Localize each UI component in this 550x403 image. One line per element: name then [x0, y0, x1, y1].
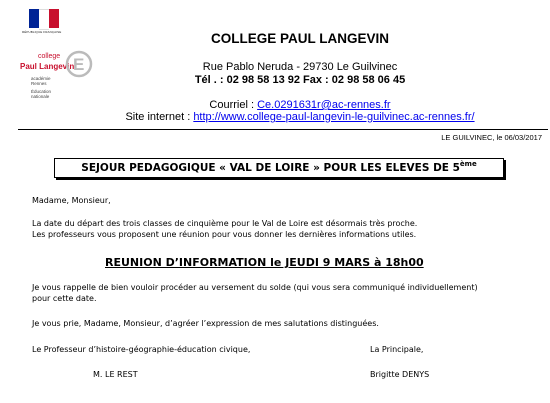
logo-college-word: college	[38, 53, 61, 60]
site-line	[100, 111, 500, 123]
french-flag-logo	[29, 9, 59, 28]
signature-right-title: La Principale,	[370, 345, 424, 354]
site-label: Site internet :	[125, 111, 194, 123]
paragraph-1-line-1: La date du départ des trois classes de cinquième pour le Val de Loire est désormais très proche.	[32, 219, 418, 228]
subject-text: SEJOUR PEDAGOGIQUE « VAL DE LOIRE » POUR LES ELEVES DE 5	[81, 162, 460, 174]
paragraph-2-line-1: Je vous rappelle de bien vouloir procéder au versement du solde (qui vous sera communiqué individuellement)	[32, 283, 478, 292]
logo-education: Éducation nationale	[31, 89, 52, 99]
courriel-line	[120, 99, 480, 111]
subject-box	[54, 158, 504, 178]
paragraph-2-line-2: pour cette date.	[32, 294, 97, 303]
school-title: COLLEGE PAUL LANGEVIN	[210, 31, 389, 46]
logo-academie: académie Rennes	[31, 76, 51, 86]
site-link[interactable]: http://www.college-paul-langevin-le-guilvinec.ac-rennes.fr/	[193, 111, 475, 123]
republique-label: RÉPUBLIQUE FRANÇAISE	[22, 30, 62, 34]
school-phone: Tél . : 02 98 58 13 92 Fax : 02 98 58 06 45	[194, 74, 406, 86]
letter-date: LE GUILVINEC, le 06/03/2017	[441, 133, 542, 142]
logo-school-name: Paul Langevin	[20, 62, 75, 71]
logo-e-emblem-icon	[64, 50, 94, 78]
signature-right-name: Brigitte DENYS	[370, 370, 430, 379]
signature-left-name: M. LE REST	[93, 370, 138, 379]
paragraph-1-line-2: Les professeurs vous proposent une réunion pour vous donner les dernières informations utiles.	[32, 230, 417, 239]
reunion-heading: REUNION D’INFORMATION le JEUDI 9 MARS à 18h00	[105, 256, 424, 269]
closing-formula: Je vous prie, Madame, Monsieur, d’agréer l’expression de mes salutations distinguées.	[32, 319, 379, 328]
courriel-link[interactable]: Ce.0291631r@ac-rennes.fr	[257, 99, 391, 111]
school-address: Rue Pablo Neruda - 29730 Le Guilvinec	[202, 61, 398, 73]
svg-text:E: E	[73, 55, 85, 74]
salutation: Madame, Monsieur,	[32, 196, 111, 205]
header-divider	[18, 129, 548, 130]
courriel-label: Courriel :	[209, 99, 258, 111]
subject-sup: ème	[459, 160, 477, 168]
signature-left-title: Le Professeur d’histoire-géographie-éducation civique,	[32, 345, 251, 354]
